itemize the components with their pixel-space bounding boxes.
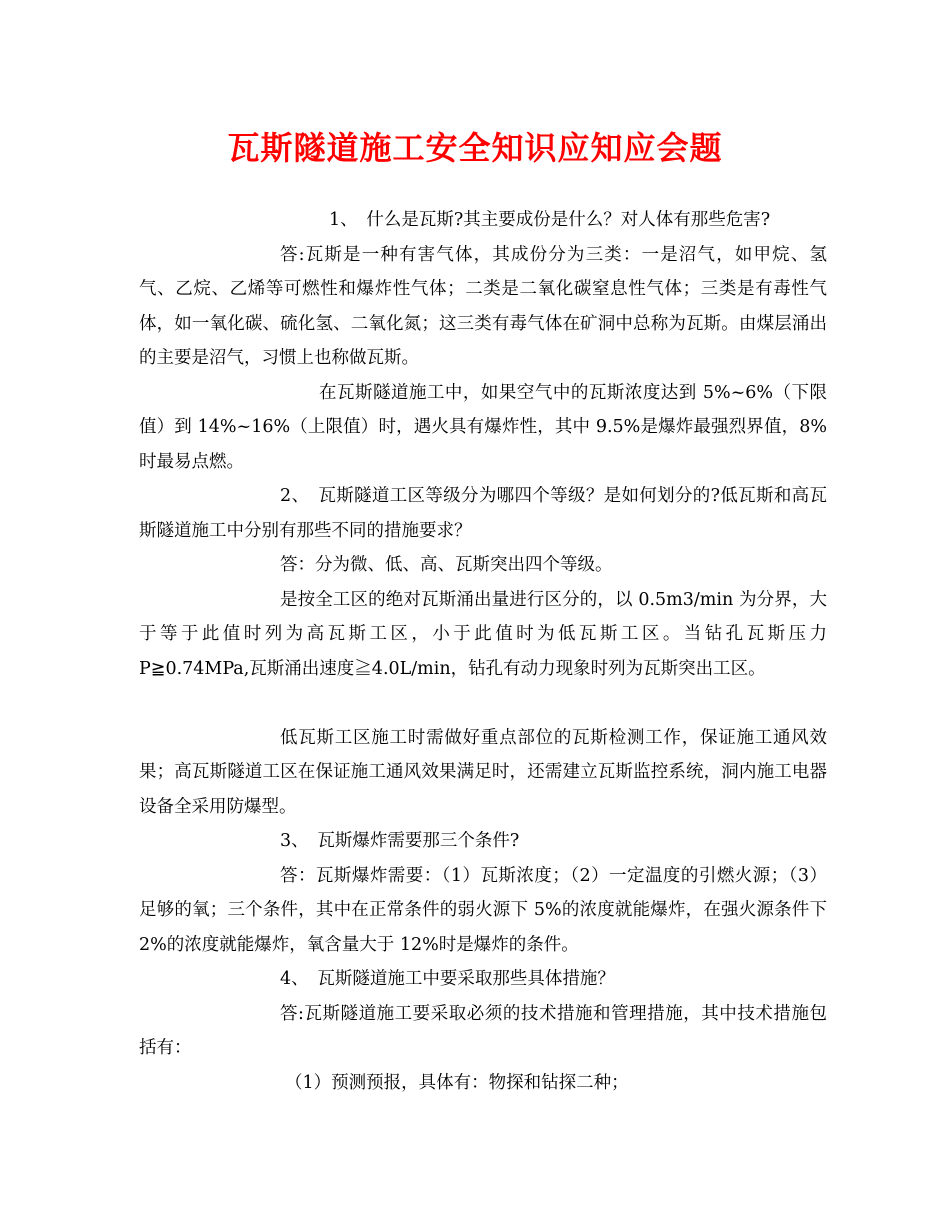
answer-1-detail: 在瓦斯隧道施工中，如果空气中的瓦斯浓度达到 5%~6%（下限值）到 14%~16%（上限值）时，遇火具有爆炸性，其中 9.5%是爆炸最强烈界值，8%时最易点燃。	[139, 382, 827, 472]
question-2: 2、 瓦斯隧道工区等级分为哪四个等级？是如何划分的?低瓦斯和高瓦斯隧道施工中分别有那些不同的措施要求？	[139, 486, 827, 541]
paragraph-spacer	[139, 686, 827, 721]
answer-1: 答:瓦斯是一种有害气体，其成份分为三类：一是沼气，如甲烷、氢气、乙烷、乙烯等可燃性和爆炸性气体；二类是二氧化碳窒息性气体；三类是有毒性气体，如一氧化碳、硫化氢、二氧化氮；这三类有毒气体在矿洞中总称为瓦斯。由煤层涌出的主要是沼气，习惯上也称做瓦斯。	[139, 244, 827, 368]
document-title: 瓦斯隧道施工安全知识应知应会题	[227, 129, 723, 167]
answer-2-measures: 低瓦斯工区施工时需做好重点部位的瓦斯检测工作，保证施工通风效果；高瓦斯隧道工区在保证施工通风效果满足时，还需建立瓦斯监控系统，洞内施工电器设备全采用防爆型。	[139, 727, 827, 817]
answer-3: 答：瓦斯爆炸需要：（1）瓦斯浓度；（2）一定温度的引燃火源；（3）足够的氧；三个条件，其中在正常条件的弱火源下 5%的浓度就能爆炸，在强火源条件下 2%的浓度就能爆炸，氧含量大于 12%时是爆炸的条件。	[139, 865, 827, 955]
question-1: 1、 什么是瓦斯?其主要成份是什么？对人体有那些危害?	[329, 210, 771, 230]
question-3: 3、 瓦斯爆炸需要那三个条件?	[280, 831, 520, 851]
answer-4-item-1: （1）预测预报，具体有：物探和钻探二种；	[285, 1072, 629, 1093]
question-4: 4、 瓦斯隧道施工中要采取那些具体措施？	[280, 969, 615, 989]
answer-4: 答:瓦斯隧道施工要采取必须的技术措施和管理措施，其中技术措施包括有：	[139, 1003, 827, 1058]
answer-2: 答：分为微、低、高、瓦斯突出四个等级。	[280, 555, 613, 575]
document-body	[139, 203, 827, 1100]
answer-2-classification: 是按全工区的绝对瓦斯涌出量进行区分的，以 0.5m3/min 为分界，大于等于此值时列为高瓦斯工区，小于此值时为低瓦斯工区。当钻孔瓦斯压力 P≧0.74MPa,瓦斯涌出速度≧4.0L/min，钻孔有动力现象时列为瓦斯突出工区。	[139, 589, 827, 679]
